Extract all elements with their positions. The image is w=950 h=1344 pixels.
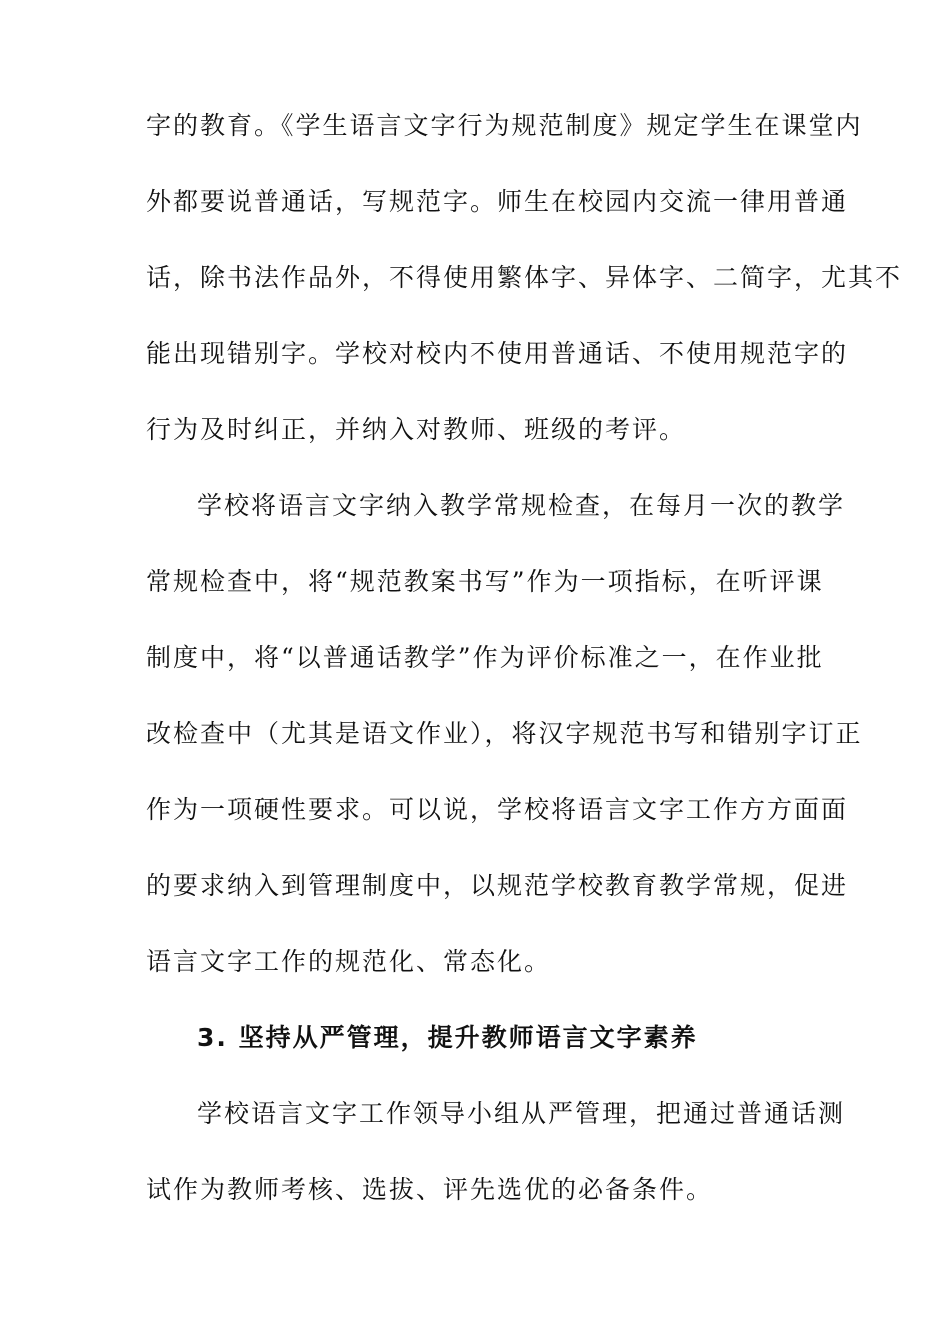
text-line: 能出现错别字。学校对校内不使用普通话、不使用规范字的 <box>146 339 849 368</box>
text-line: 改检查中（尤其是语文作业），将汉字规范书写和错别字订正 <box>146 719 863 748</box>
text-line: 字的教育。《学生语言文字行为规范制度》规定学生在课堂内 <box>146 111 863 140</box>
text-line: 外都要说普通话，写规范字。师生在校园内交流一律用普通 <box>146 187 849 216</box>
text-line: 作为一项硬性要求。可以说，学校将语言文字工作方方面面 <box>146 795 849 824</box>
section-heading: 3. 坚持从严管理，提升教师语言文字素养 <box>197 1023 698 1052</box>
text-line: 常规检查中，将“规范教案书写”作为一项指标，在听评课 <box>146 567 824 596</box>
text-line: 话，除书法作品外，不得使用繁体字、异体字、二简字，尤其不 <box>146 263 903 292</box>
text-line: 的要求纳入到管理制度中，以规范学校教育教学常规，促进 <box>146 871 849 900</box>
text-line: 语言文字工作的规范化、常态化。 <box>146 947 552 976</box>
text-line: 制度中，将“以普通话教学”作为评价标准之一，在作业批 <box>146 643 824 672</box>
text-line: 学校语言文字工作领导小组从严管理，把通过普通话测 <box>197 1099 846 1128</box>
text-line: 学校将语言文字纳入教学常规检查，在每月一次的教学 <box>197 491 846 520</box>
body-text <box>146 88 903 1228</box>
text-line: 试作为教师考核、选拔、评先选优的必备条件。 <box>146 1175 714 1204</box>
text-line: 行为及时纠正，并纳入对教师、班级的考评。 <box>146 415 687 444</box>
